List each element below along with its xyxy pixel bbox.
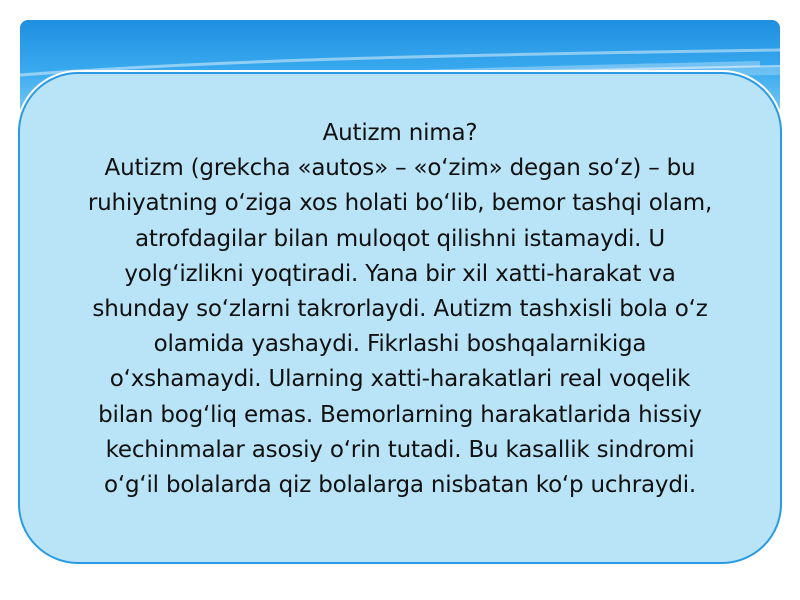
content-text [18,116,782,503]
text-line: ruhiyatning o‘ziga xos holati bo‘lib, bemor tashqi olam, [87,190,713,217]
text-line: o‘xshamaydi. Ularning xatti-harakatlari real voqelik [109,366,691,393]
text-line: olamida yashaydi. Fikrlashi boshqalarnikiga [153,331,647,358]
text-line: kechinmalar asosiy o‘rin tutadi. Bu kasallik sindromi [105,436,695,463]
text-line: shunday so‘zlarni takrorlaydi. Autizm tashxisli bola o‘z [92,296,708,323]
text-line: yolg‘izlikni yoqtiradi. Yana bir xil xatti-harakat va [124,260,676,287]
text-line: bilan bog‘liq emas. Bemorlarning harakatlarida hissiy [98,401,702,428]
text-line: o‘g‘il bolalarda qiz bolalarga nisbatan ko‘p uchraydi. [103,472,697,499]
text-line: atrofdagilar bilan muloqot qilishni istamaydi. U [134,225,666,252]
text-line: Autizm (grekcha «autos» – «o‘zim» degan so‘z) – bu [104,155,696,182]
heading: Autizm nima? [322,120,478,146]
